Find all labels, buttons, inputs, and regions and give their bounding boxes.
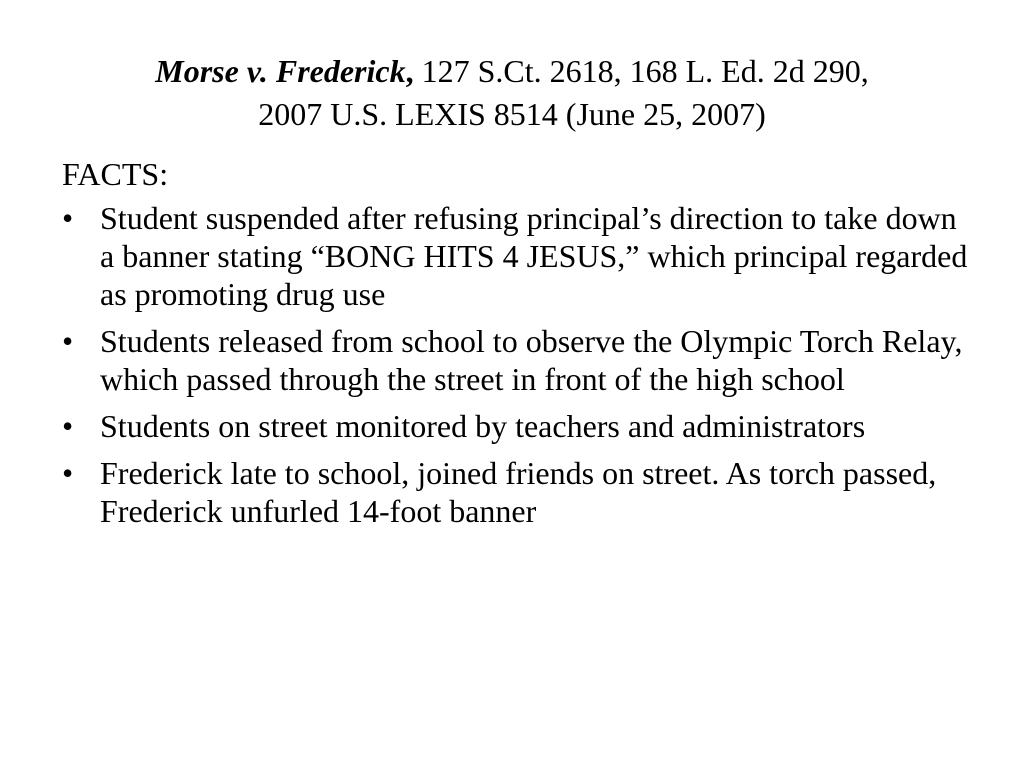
facts-heading: FACTS:: [62, 156, 169, 192]
bullet-icon: •: [62, 323, 74, 359]
list-item: [62, 454, 972, 530]
bullet-icon: •: [62, 408, 74, 444]
bullet-icon: •: [62, 200, 74, 236]
list-item-text: Frederick late to school, joined friends on street. As torch passed, Frederick unfurled 14-foot banner: [100, 455, 937, 529]
slide-body: [62, 155, 972, 539]
title-comma: ,: [405, 53, 414, 89]
slide-title: [40, 50, 984, 136]
list-item: [62, 199, 972, 313]
list-item-text: Students released from school to observe the Olympic Torch Relay, which passed through the street in front of the high school: [100, 323, 963, 397]
citation-line-2: 2007 U.S. LEXIS 8514 (June 25, 2007): [258, 96, 766, 132]
list-item: [62, 322, 972, 398]
list-item-text: Students on street monitored by teachers and administrators: [100, 408, 866, 444]
list-item: [62, 407, 972, 445]
facts-list: [62, 199, 972, 530]
case-name: Morse v. Frederick: [155, 53, 406, 89]
citation-line-1: 127 S.Ct. 2618, 168 L. Ed. 2d 290,: [413, 53, 869, 89]
list-item-text: Student suspended after refusing principal’s direction to take down a banner stating “BONG HITS 4 JESUS,” which principal regarded as promoting drug use: [100, 200, 968, 312]
bullet-icon: •: [62, 455, 74, 491]
